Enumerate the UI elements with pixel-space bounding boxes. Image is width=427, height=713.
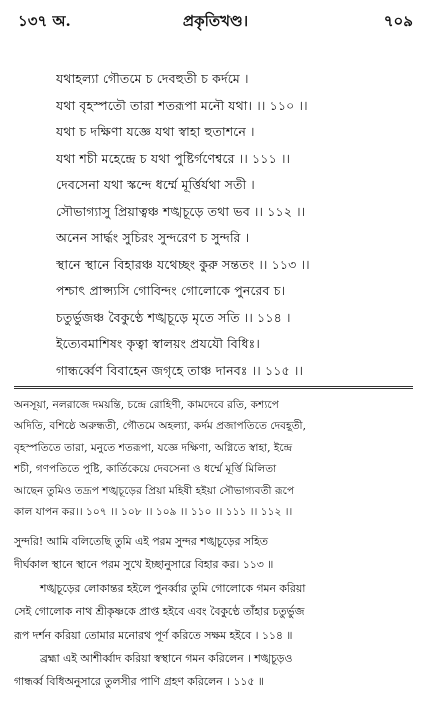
translation-line: গান্ধর্ব্ব বিধিঅনুসারে তুলসীর পাণি গ্রহণ করিলেন । ১১৫ ॥ xyxy=(14,675,264,689)
translation-line: সুন্দরি! আমি বলিতেছি তুমি এই পরম সুন্দর শঙ্খচূড়ের সহিত xyxy=(14,535,268,548)
verse-line: অনেন সার্দ্ধং সুচিরং সুন্দরেণ চ সুন্দরি । xyxy=(56,230,250,245)
commentary-line: কাল যাপন কর।। ১০৭ ।। ১০৮ ।। ১০৯ ।। ১১০ ।। ১১১ ।। ১১২ ।। xyxy=(14,505,293,518)
section-divider xyxy=(14,386,413,387)
verse-line: চতুর্ভুজঞ্চ বৈকুণ্ঠে শঙ্খচূড়ে মৃতে সতি ।। ১১৪ । xyxy=(56,309,291,325)
commentary-line: অদিতি, বশিষ্ঠে অরুন্ধতী, গৌতমে অহল্যা, কর্দম প্রজাপতিতে দেবহূতী, xyxy=(14,420,306,433)
translation-line: দীর্ঘকাল স্থানে স্থানে পরম সুখে ইচ্ছানুসারে বিহার কর। ১১৩ ॥ xyxy=(14,558,274,572)
commentary-line: অনসূয়া, নলরাজে দময়ন্তি, চন্দ্রে রোহিণী, কামদেবে রতি, কশ্যপে xyxy=(14,399,279,411)
section-divider xyxy=(14,388,413,389)
verse-line: যথা শচী মহেন্দ্রে চ যথা পুষ্টির্গণেশ্বরে ।। ১১১ ।। xyxy=(56,150,291,166)
verse-line: সৌভাগ্যাসু প্রিয়াত্বঞ্চ শঙ্খচূড়ে তথা ভব ।। ১১২ ।। xyxy=(56,203,306,219)
page-number: ৭০৯ xyxy=(383,12,413,30)
chapter-number: ১৩৭ অ. xyxy=(18,12,71,30)
verse-line: ইত্যেবমাশিষং কৃত্বা স্বালয়ং প্রযযৌ বিধিঃ। xyxy=(56,336,260,351)
commentary-line: আছেন তুমিও তদ্রূপ শঙ্খচূড়ের প্রিয়া মহিষী হইয়া সৌভাগ্যবতী রূপে xyxy=(14,484,295,497)
verse-line: পশ্চাৎ প্রাপ্স্যসি গোবিন্দং গোলোকে পুনরেব চ। xyxy=(56,283,286,298)
section-title: প্রকৃতিখণ্ড। xyxy=(182,12,249,30)
commentary-block xyxy=(14,395,413,523)
verse-line: স্থানে স্থানে বিহারঞ্চ যথেচ্ছং কুরু সন্ততং ।। ১১৩ ।। xyxy=(56,256,310,272)
translation-line: ব্রহ্মা এই আশীর্ব্বাদ করিয়া স্বস্থানে গমন করিলেন । শঙ্খচূড়ও xyxy=(40,651,293,665)
verse-line: গান্ধর্ব্বেণ বিবাহেন জগৃহে তাঞ্চ দানবঃ ।। ১১৫ ।। xyxy=(56,362,304,378)
sanskrit-verses xyxy=(56,66,416,384)
commentary-line: শচী, গণপতিতে পুষ্টি, কার্তিকেয়ে দেবসেনা ও ধর্ম্মে মূর্ত্তি মিলিতা xyxy=(14,463,277,476)
verse-line: যথা বৃহস্পতৌ তারা শতরূপা মনৌ যথা। ।। ১১০ ।। xyxy=(56,97,308,113)
translation-line: শঙ্খচূড়ের লোকান্তর হইলে পুনর্ব্বার তুমি গোলোকে গমন করিয়া xyxy=(40,581,306,595)
verse-line: যথাহল্যা গৌতমে চ দেবহুতী চ কর্দমে । xyxy=(56,71,249,86)
translation-line: রূপ দর্শন করিয়া তোমার মনোরথ পূর্ণ করিতে সক্ষম হইবে । ১১৪ ॥ xyxy=(14,628,293,642)
commentary-line: বৃহস্পতিতে তারা, মনুতে শতরূপা, যজ্ঞে দক্ষিণা, অগ্নিতে স্বাহা, ইন্দ্রে xyxy=(14,441,293,454)
page-header xyxy=(18,10,413,32)
translation-line: সেই গোলোক নাথ শ্রীকৃষ্ণকে প্রাপ্ত হইবে এবং বৈকুণ্ঠে তাঁহার চতুর্ভুজ xyxy=(14,605,305,619)
verse-line: দেবসেনা যথা স্কন্দে ধর্ম্মে মূর্ত্তির্যথা সতী । xyxy=(56,177,255,192)
translation-block xyxy=(14,530,413,694)
verse-line: যথা চ দক্ষিণা যজ্ঞে যথা স্বাহা হুতাশনে । xyxy=(56,124,255,139)
